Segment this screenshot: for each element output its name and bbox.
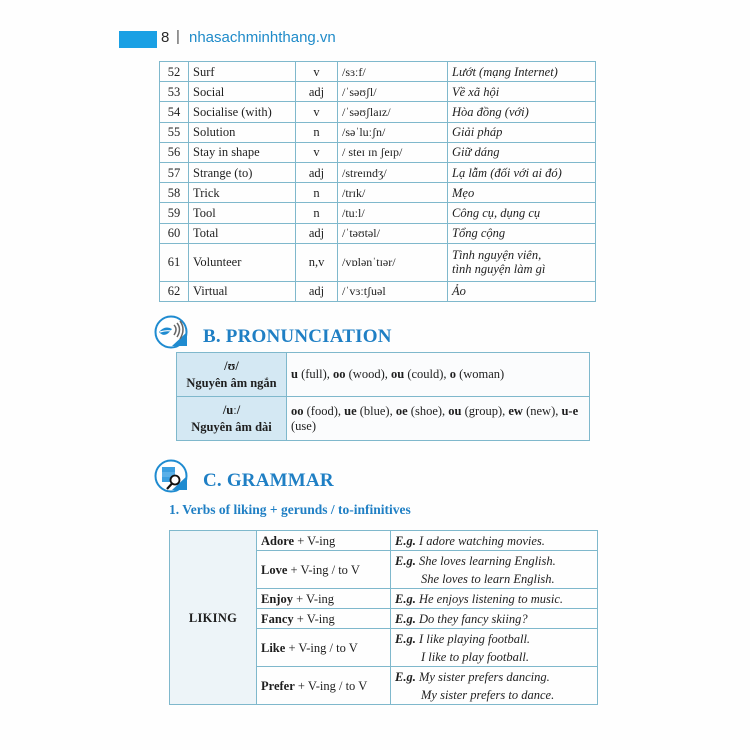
spelling-pattern: ue <box>344 403 357 418</box>
table-row <box>170 531 598 551</box>
vocab-meaning <box>448 203 596 223</box>
vocab-part-of-speech: v <box>296 142 338 162</box>
vocab-ipa: /səˈluːʃn/ <box>338 122 448 142</box>
header-separator: | <box>176 28 180 45</box>
table-row <box>160 281 596 301</box>
example-sentence: I like to play football. <box>421 649 529 664</box>
vocab-number: 52 <box>160 62 189 82</box>
spelling-pattern: ou <box>448 403 462 418</box>
vocab-ipa: /ˈsəʊʃlaɪz/ <box>338 102 448 122</box>
vocab-word: Trick <box>189 183 296 203</box>
vocab-part-of-speech: adj <box>296 223 338 243</box>
grammar-structure: + V-ing / to V <box>294 678 368 693</box>
grammar-pattern <box>257 531 391 551</box>
vocab-part-of-speech: n,v <box>296 243 338 281</box>
vocab-meaning-line: Tổng cộng <box>452 226 506 241</box>
vocab-meaning-line: Về xã hội <box>452 84 500 99</box>
table-row <box>160 142 596 162</box>
example-word: (use) <box>291 418 316 433</box>
grammar-verb: Prefer <box>261 678 295 693</box>
vocab-meaning <box>448 82 596 102</box>
site-name: nhasachminhthang.vn <box>189 29 336 46</box>
table-row <box>160 203 596 223</box>
vocab-meaning-line: Tình nguyện viên, <box>452 248 542 263</box>
vocab-ipa: /tuːl/ <box>338 203 448 223</box>
vocab-part-of-speech: adj <box>296 281 338 301</box>
vocab-ipa: / steɪ ɪn ʃeɪp/ <box>338 142 448 162</box>
phoneme-examples-cell <box>287 397 590 441</box>
vocab-part-of-speech: n <box>296 203 338 223</box>
vocab-word: Volunteer <box>189 243 296 281</box>
vocab-meaning-line: Lướt (mạng Internet) <box>452 64 558 79</box>
vocab-meaning-line: Ảo <box>452 284 466 299</box>
vocab-ipa: /ˈtəʊtəl/ <box>338 223 448 243</box>
grammar-verb: Adore <box>261 533 295 548</box>
eg-label: E.g. <box>395 533 416 548</box>
grammar-structure: + V-ing / to V <box>285 640 358 655</box>
example-word: (new), <box>522 403 562 418</box>
vocab-ipa: /ˈsəʊʃl/ <box>338 82 448 102</box>
grammar-example <box>391 667 598 705</box>
vocab-meaning <box>448 223 596 243</box>
eg-label: E.g. <box>395 611 416 626</box>
table-row <box>177 397 590 441</box>
vocab-number: 60 <box>160 223 189 243</box>
vocab-part-of-speech: adj <box>296 162 338 182</box>
vocab-ipa: /vɒlənˈtɪər/ <box>338 243 448 281</box>
example-sentence: I like playing football. <box>418 631 531 646</box>
grammar-pattern <box>257 629 391 667</box>
vocab-part-of-speech: n <box>296 183 338 203</box>
table-row <box>160 243 596 281</box>
page-number: 8 <box>161 29 170 46</box>
phoneme-label-cell <box>177 353 287 397</box>
vocab-ipa: /ˈvɜːtʃuəl <box>338 281 448 301</box>
section-title-grammar: C. GRAMMAR <box>203 470 334 491</box>
grammar-table <box>169 530 598 705</box>
spelling-pattern: oe <box>395 403 408 418</box>
example-word: (blue), <box>356 403 396 418</box>
grammar-example <box>391 531 598 551</box>
section-title-pronunciation: B. PRONUNCIATION <box>203 326 392 347</box>
spelling-pattern: oo <box>333 367 346 381</box>
vocab-number: 58 <box>160 183 189 203</box>
example-sentence: I adore watching movies. <box>418 533 545 548</box>
spelling-pattern: oo <box>291 403 304 418</box>
table-row <box>177 353 590 397</box>
grammar-structure: + V-ing / to V <box>287 562 360 577</box>
vocab-meaning <box>448 102 596 122</box>
vocab-meaning-line: Giải pháp <box>452 125 503 140</box>
grammar-verb: Enjoy <box>261 591 293 606</box>
vocab-meaning <box>448 62 596 82</box>
vocabulary-table <box>159 61 596 302</box>
grammar-pattern <box>257 551 391 589</box>
vocab-number: 62 <box>160 281 189 301</box>
vocab-number: 57 <box>160 162 189 182</box>
vocab-meaning <box>448 183 596 203</box>
vocab-meaning <box>448 243 596 281</box>
example-sentence: My sister prefers to dance. <box>421 687 555 702</box>
example-word: (full), <box>297 367 334 381</box>
vocab-number: 53 <box>160 82 189 102</box>
example-word: (group), <box>461 403 509 418</box>
vocab-part-of-speech: n <box>296 122 338 142</box>
vocab-meaning <box>448 281 596 301</box>
example-word: (woman) <box>455 367 505 381</box>
books-magnifier-icon <box>154 459 188 493</box>
vocab-ipa: /sɜːf/ <box>338 62 448 82</box>
vocab-meaning-line: Giữ dáng <box>452 145 500 160</box>
phoneme-description: Nguyên âm ngắn <box>186 375 277 390</box>
mouth-sound-icon <box>154 315 188 349</box>
spelling-pattern: o <box>449 367 456 381</box>
eg-label: E.g. <box>395 591 416 606</box>
spelling-pattern: ew <box>508 403 523 418</box>
grammar-structure: + V-ing <box>293 611 335 626</box>
spelling-pattern: u <box>291 367 298 381</box>
vocab-meaning-line: Hòa đồng (với) <box>452 104 529 119</box>
vocab-word: Strange (to) <box>189 162 296 182</box>
vocab-number: 55 <box>160 122 189 142</box>
grammar-verb: Fancy <box>261 611 294 626</box>
example-sentence: She loves to learn English. <box>421 571 555 586</box>
vocab-number: 54 <box>160 102 189 122</box>
example-word: (food), <box>303 403 345 418</box>
vocab-word: Social <box>189 82 296 102</box>
vocab-meaning-line: Mẹo <box>452 185 475 200</box>
spelling-pattern: u-e <box>561 403 579 418</box>
table-row <box>160 122 596 142</box>
vocab-word: Solution <box>189 122 296 142</box>
vocab-ipa: /streɪndʒ/ <box>338 162 448 182</box>
vocab-word: Virtual <box>189 281 296 301</box>
grammar-pattern <box>257 589 391 609</box>
pronunciation-table <box>176 352 590 441</box>
grammar-category: LIKING <box>170 531 257 705</box>
example-sentence: My sister prefers dancing. <box>418 669 550 684</box>
grammar-pattern <box>257 609 391 629</box>
table-row <box>160 162 596 182</box>
vocab-part-of-speech: adj <box>296 82 338 102</box>
phoneme-label-cell <box>177 397 287 441</box>
vocab-ipa: /trɪk/ <box>338 183 448 203</box>
grammar-example <box>391 609 598 629</box>
grammar-example <box>391 551 598 589</box>
grammar-subtitle: 1. Verbs of liking + gerunds / to-infinitives <box>169 502 411 517</box>
vocab-meaning-line: tình nguyện làm gì <box>452 262 546 277</box>
vocab-word: Stay in shape <box>189 142 296 162</box>
table-row <box>160 62 596 82</box>
vocab-word: Surf <box>189 62 296 82</box>
grammar-example <box>391 589 598 609</box>
table-row <box>160 82 596 102</box>
table-row <box>160 102 596 122</box>
spelling-pattern: ou <box>391 367 405 381</box>
vocab-meaning <box>448 122 596 142</box>
vocab-part-of-speech: v <box>296 62 338 82</box>
example-word: (wood), <box>345 367 391 381</box>
eg-label: E.g. <box>395 669 416 684</box>
vocab-number: 61 <box>160 243 189 281</box>
vocab-number: 59 <box>160 203 189 223</box>
grammar-structure: + V-ing <box>292 591 335 606</box>
grammar-example <box>391 629 598 667</box>
vocab-word: Socialise (with) <box>189 102 296 122</box>
example-sentence: Do they fancy skiing? <box>418 611 528 626</box>
example-sentence: He enjoys listening to music. <box>418 591 564 606</box>
phoneme-examples-cell <box>287 353 590 397</box>
vocab-part-of-speech: v <box>296 102 338 122</box>
vocab-meaning <box>448 142 596 162</box>
grammar-pattern <box>257 667 391 705</box>
eg-label: E.g. <box>395 553 416 568</box>
example-sentence: She loves learning English. <box>418 553 556 568</box>
phoneme-symbol: /uː/ <box>222 402 241 417</box>
example-word: (shoe), <box>407 403 449 418</box>
vocab-meaning-line: Công cụ, dụng cụ <box>452 205 541 220</box>
grammar-verb: Love <box>261 562 288 577</box>
table-row <box>160 183 596 203</box>
table-row <box>160 223 596 243</box>
vocab-word: Total <box>189 223 296 243</box>
phoneme-symbol: /ʊ/ <box>224 358 239 373</box>
phoneme-description: Nguyên âm dài <box>191 419 272 434</box>
eg-label: E.g. <box>395 631 416 646</box>
header-color-block <box>119 31 157 48</box>
grammar-structure: + V-ing <box>294 533 336 548</box>
vocab-meaning-line: Lạ lẫm (đối với ai đó) <box>452 165 562 180</box>
vocab-word: Tool <box>189 203 296 223</box>
vocab-number: 56 <box>160 142 189 162</box>
vocab-meaning <box>448 162 596 182</box>
example-word: (could), <box>404 367 450 381</box>
grammar-verb: Like <box>261 640 286 655</box>
